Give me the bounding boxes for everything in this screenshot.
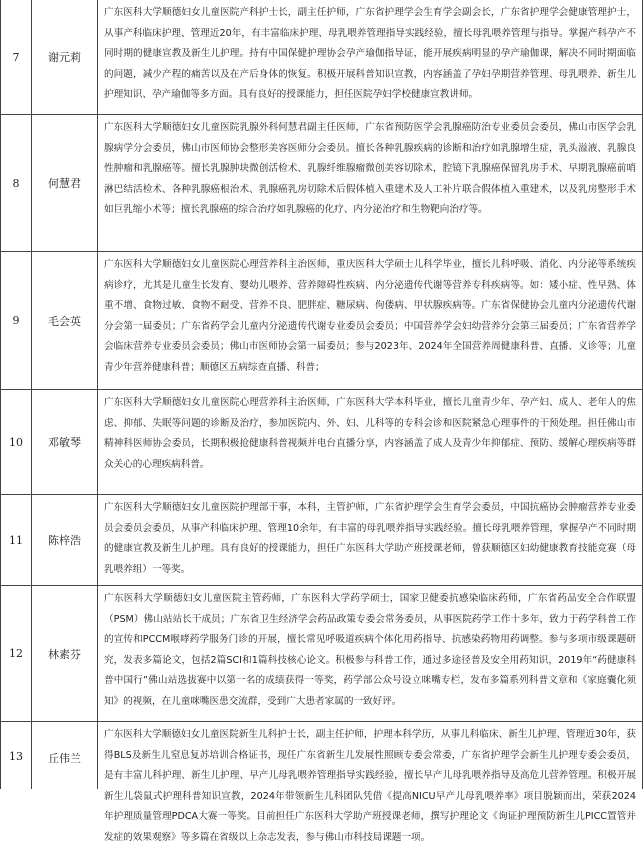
row-number: 11 [1,495,32,585]
expert-description: 广东医科大学顺德妇女儿童医院主管药师，广东医科大学药学硕士，国家卫健委抗感染临床药师，广东省药品安全合作联盟（PSM）佛山站站长干成员；广东省卫生经济学会药品政策专委会常务委员，从事医院药学工作十多年，致力于药学科普工作的宣传和PCCM喉哮药学服务门诊的开展，擅长常见呼吸道疾病个体化用药指导、抗感染药物用药调整。参与多项市级课题研究，发表多篇论文，包括2篇SCI和1篇科技核心论文。积极参与科普工作，通过多途径普及安全用药知识，2019年“药健康科普中国行”佛山站选拔赛中以第一名的成绩获得一等奖，药学部公众号设立咪嘴专栏，发布多篇系列科普文章和《家庭囊化须知》的视频，在儿童咪嘴医患交流群，受到广大患者家属的一致好评。 [104,593,636,707]
row-number: 8 [1,115,32,251]
table-row [1,495,642,586]
expert-name: 邓敏琴 [32,390,98,494]
table-row [1,0,642,115]
table-row [1,115,642,252]
row-number: 10 [1,390,32,494]
table-row [1,390,642,495]
table-row [1,586,642,722]
row-number: 12 [1,586,32,721]
expert-description: 广东医科大学顺德妇女儿童医院心理营养科主治医师，重庆医科大学硕士儿科学毕业，擅长儿科呼吸、消化、内分泌等系统疾病诊疗，尤其是儿童生长发育、婴幼儿喂养、营养障碍性疾病、内分泌遗传代谢等营养专科疾病等。如：矮小症、性早熟、体重不增、食物过敏、食物不耐受、营养不良、肥胖症、糖尿病、佝偻病、甲状腺疾病等。广东省保健协会儿童内分泌遗传代谢分会第一届委员；广东省药学会儿童内分泌遗传代谢专业委员会委员；中国营养学会妇幼营养分会第三届委员；广东省营养学会临床营养专业委员会委员；佛山市医师协会第一届委员；参与2023年、2024年全国营养周健康科普、直播、义诊等；儿童青少年营养健康科普；顺德区五病综查直播、科普； [104,259,636,373]
expert-name: 何慧君 [32,115,98,251]
row-number: 13 [1,722,32,789]
expert-description: 广东医科大学顺德妇女儿童医院心理营养科主治医师，广东医科大学本科毕业，擅长儿童青少年、孕产妇、成人、老年人的焦虑、抑郁、失眠等问题的诊断及治疗，参加医院内、外、妇、儿科等的专科会诊和医院紧急心理事件的干预处理。担任佛山市精神科医师协会委员，长期积极抢健康科普视频并电台直播分享，内容涵盖了成人及青少年抑郁症、预防、缓解心理疾病等群众关心的心理疾病科普。 [104,397,636,470]
row-number: 9 [1,252,32,389]
table-row [1,722,642,843]
expert-name: 林素芬 [32,586,98,721]
expert-description: 广东医科大学顺德妇女儿童医院产科护士长，副主任护师，广东省护理学会生育学会副会长，广东省护理学会健康管理护士，从事产科临床护理、管理近20年，有丰富临床护理、母乳喂养管理指导实践经验，擅长母乳喂养管理与指导。掌握产科孕产不同时期的健康宣教及新生儿护理。持有中国保健护理协会孕产瑜伽指导证，能开展疾病明显的孕产瑜伽课，解决不同时期面临的问题，减少产程的痛苦以及在产后身体的恢复。积极开展科普知识宣教，内容涵盖了孕妇孕期营养管理、母乳喂养、新生儿护理知识、孕产瑜伽等多方面。具有良好的授课能力，担任医院孕妇学校健康宣教讲师。 [104,7,636,100]
expert-name: 丘伟兰 [32,722,98,789]
expert-name: 毛会英 [32,252,98,389]
table-row [1,252,642,390]
expert-name: 谢元莉 [32,0,98,114]
expert-description: 广东医科大学顺德妇女儿童医院护理部干事，本科，主管护师，广东省护理学会生育学会委员，中国抗癌协会肿瘤营养专业委员会委员会委员，从事产科临床护理、管理10余年，有丰富的母乳喂养指导实践经验。擅长母乳喂养管理，掌握孕产不同时期的健康宣教及新生儿护理。具有良好的授课能力，担任广东医科大学助产班授课老师，曾获顺德区妇幼健康教育技能竞赛（母乳喂养组）一等奖。 [104,502,636,575]
expert-description: 广东医科大学顺德妇女儿童医院新生儿科护士长，副主任护师，护理本科学历，从事儿科临床、新生儿护理、管理近30年，获得BLS及新生儿窒息复苏培训合格证书，现任广东省新生儿发展性照顾专委会常委，广东省护理学会新生儿护理专委会委员，是有丰富儿科护理、新生儿护理、早产儿母乳喂养管理指导实践经验，擅长早产儿母乳喂养指导及高危儿营养管理。积极开展新生儿袋鼠式护理科普知识宣教，2024年带领新生儿科团队凭借《提高NICU早产儿母乳喂养率》项目脱颖而出，荣获2024年护理质量管理PDCA大赛一等奖。目前担任广东医科大学助产班授课老师，撰写护理论文《询证护理预防新生儿PICC置管并发症的效果观察》等多篇在省级以上杂志发表，参与佛山市科技局课题一项。 [104,729,636,843]
expert-description: 广东医科大学顺德妇女儿童医院乳腺外科何慧君副主任医师，广东省预防医学会乳腺癌防治专业委员会委员，佛山市医学会乳腺病学分会委员，佛山市医师协会整形美容医师分会委员。擅长各种乳腺疾病的诊断和治疗如乳腺增生症，乳头溢液、乳腺良性肿瘤和乳腺癌等。擅长乳腺肿块微创活检术、乳腺纤维腺瘤微创美容切除术，腔镜下乳腺癌保留乳房手术、早期乳腺癌前哨淋巴结活检术、各种乳腺癌根治术、乳腺癌乳房切除术后假体植入重建术及人工补片联合假体植入重建术，以及乳房整形手术如巨乳缩小术等；擅长乳腺癌的综合治疗如乳腺癌的化疗、内分泌治疗和生物靶向治疗等。 [104,122,636,215]
expert-name: 陈梓浩 [32,495,98,585]
row-number: 7 [1,0,32,114]
